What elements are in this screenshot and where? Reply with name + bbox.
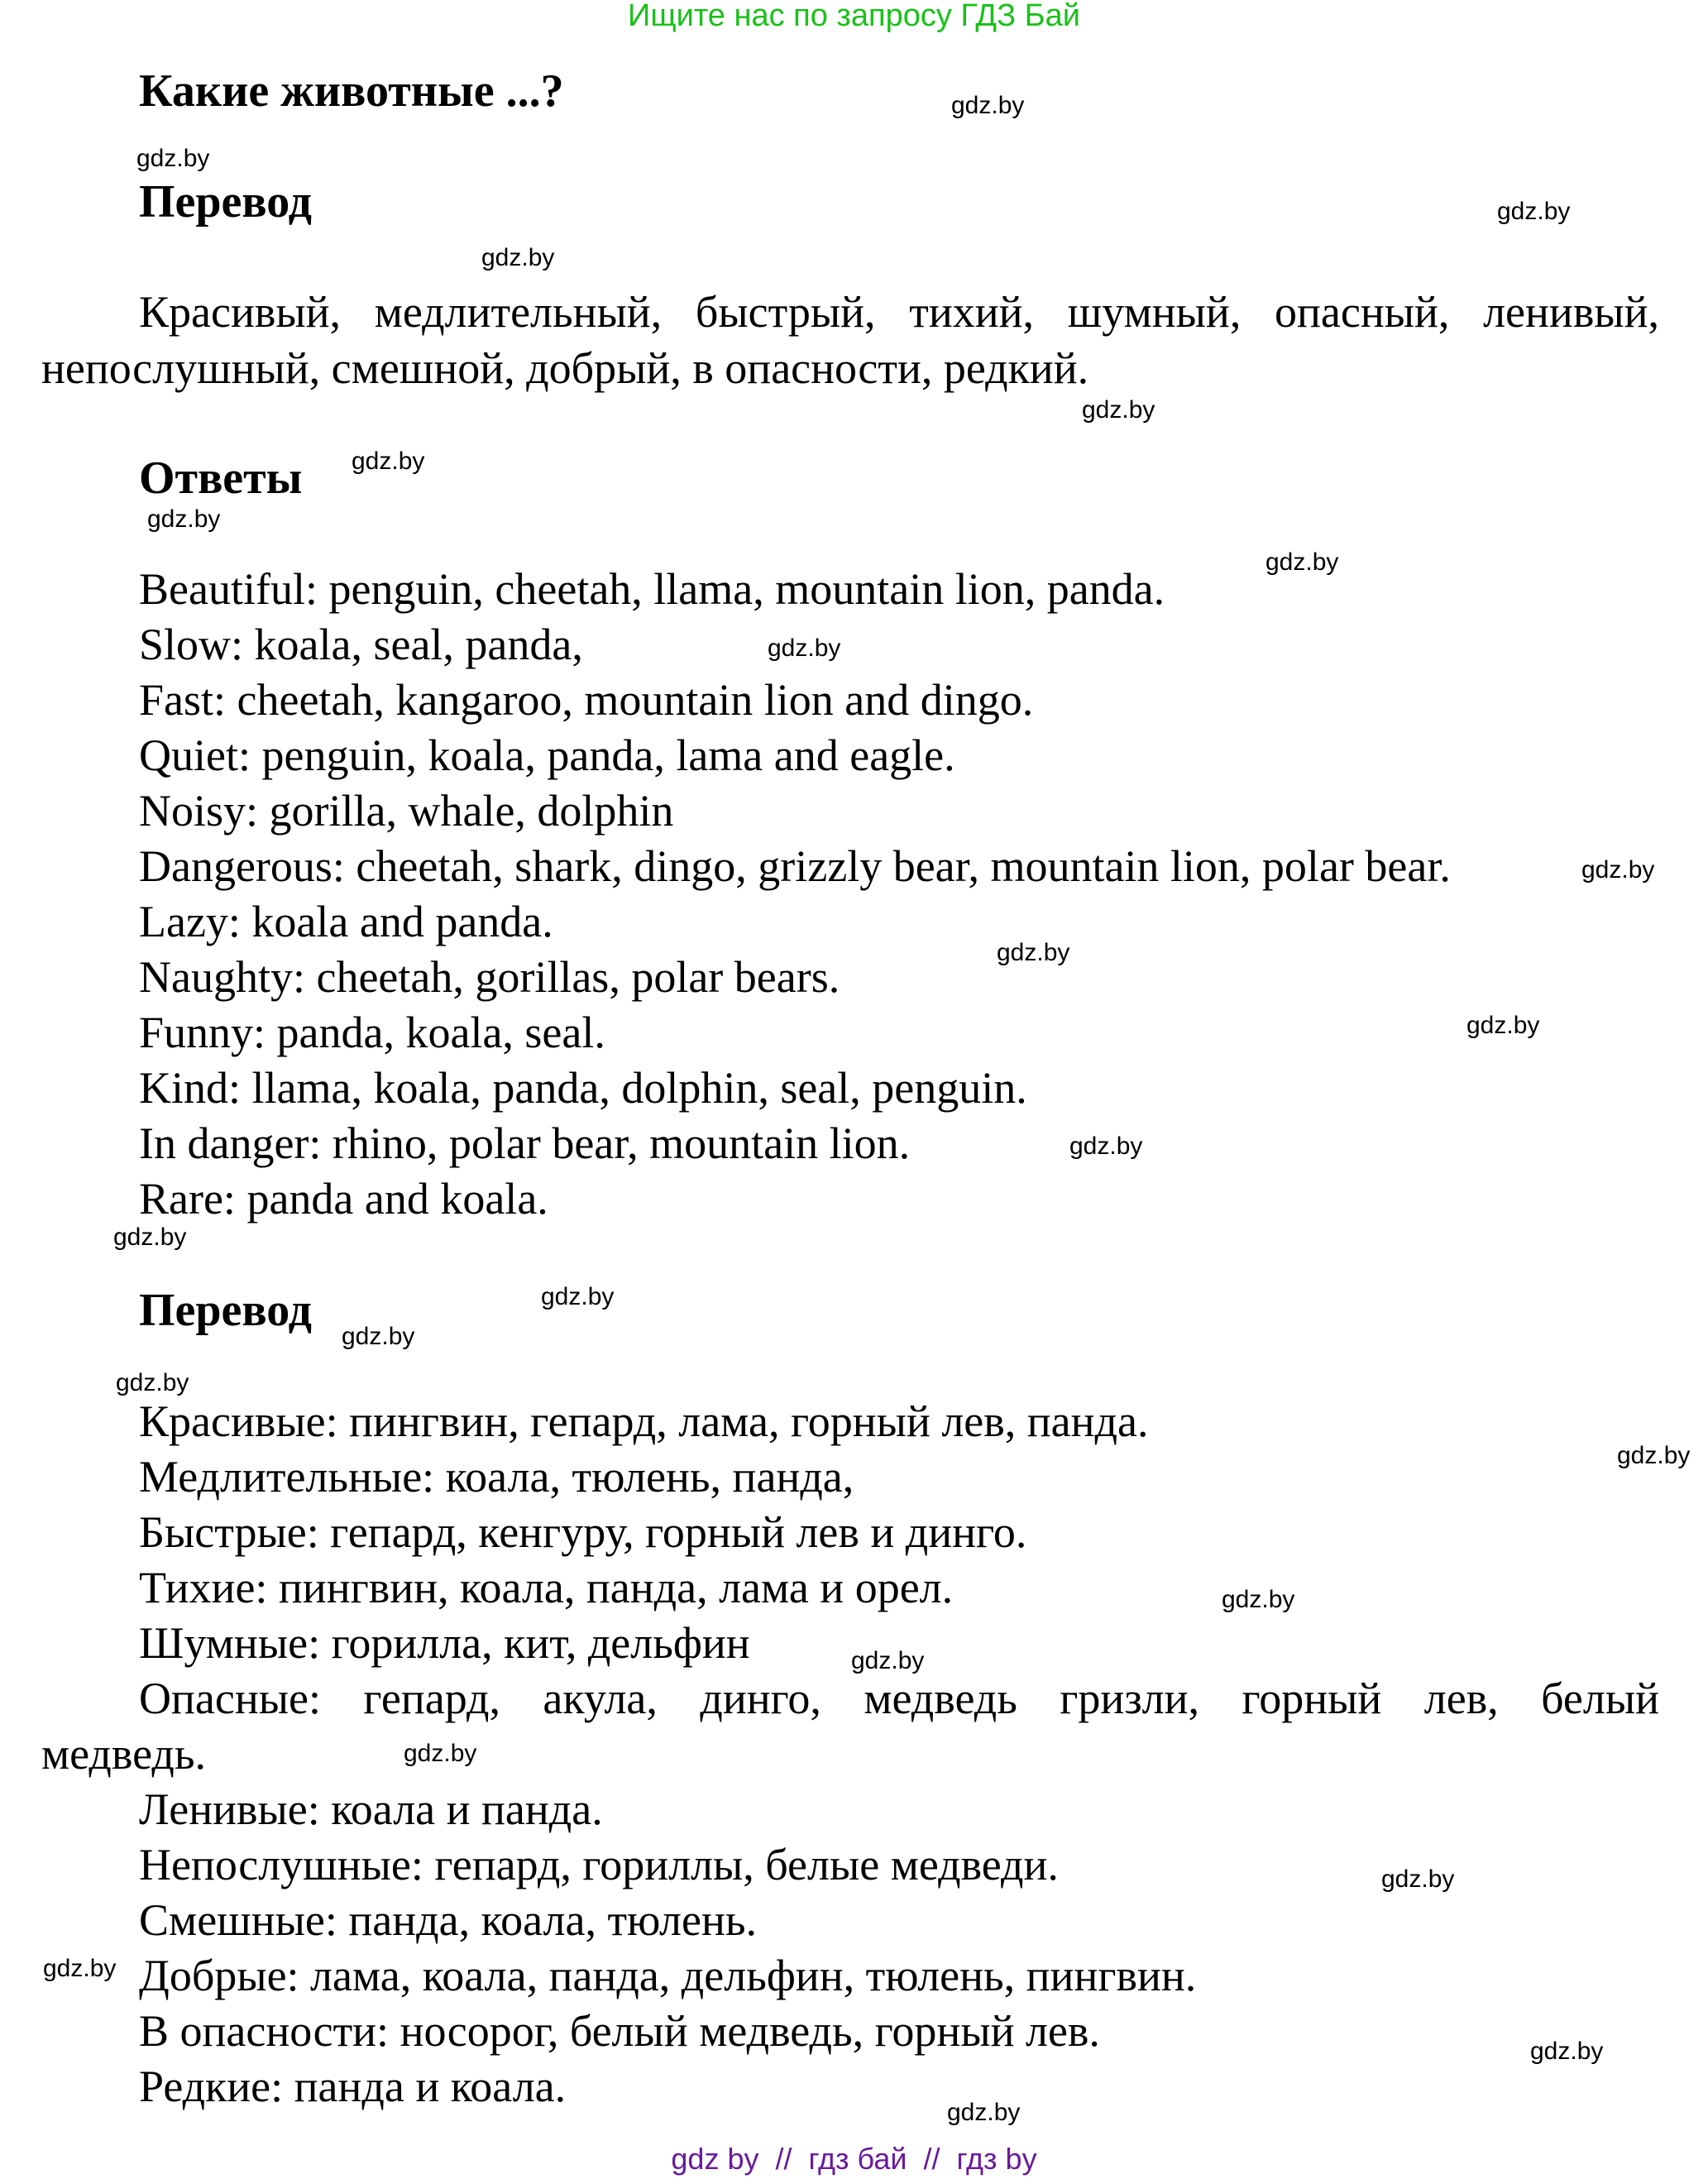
- answer-line: Noisy: gorilla, whale, dolphin: [139, 786, 674, 836]
- watermark: gdz.by: [404, 1740, 477, 1767]
- translation-answer-line: Редкие: панда и коала.: [139, 2062, 567, 2111]
- answer-line: Beautiful: penguin, cheetah, llama, mountain lion, panda.: [139, 564, 1165, 614]
- translation-answer-line: Смешные: панда, коала, тюлень.: [139, 1895, 757, 1945]
- watermark: gdz.by: [352, 448, 425, 475]
- watermark: gdz.by: [147, 505, 221, 533]
- watermark: gdz.by: [1222, 1586, 1295, 1613]
- translation-line-1: Красивый, медлительный, быстрый, тихий, шумный, опасный, ленивый,: [139, 287, 1659, 337]
- answer-line: Kind: llama, koala, panda, dolphin, seal, penguin.: [139, 1063, 1027, 1113]
- bottom-link-separator: //: [923, 2142, 940, 2176]
- answer-line: Quiet: penguin, koala, panda, lama and eagle.: [139, 730, 955, 780]
- answer-line: Rare: panda and koala.: [139, 1174, 548, 1224]
- answer-line: Naughty: cheetah, gorillas, polar bears.: [139, 952, 840, 1002]
- translation-answer-line: В опасности: носорог, белый медведь, горный лев.: [139, 2006, 1100, 2056]
- watermark: gdz.by: [1069, 1133, 1143, 1160]
- watermark: gdz.by: [43, 1955, 117, 1982]
- bottom-link-gdz-by-ru[interactable]: гдз by: [956, 2142, 1037, 2176]
- bottom-links: [0, 2143, 1708, 2176]
- translation-answer-line: Шумные: горилла, кит, дельфин: [139, 1618, 750, 1668]
- bottom-link-gdz-bay[interactable]: гдз бай: [808, 2142, 907, 2176]
- answer-line: Dangerous: cheetah, shark, dingo, grizzly bear, mountain lion, polar bear.: [139, 841, 1451, 891]
- watermark: gdz.by: [116, 1369, 189, 1396]
- translation-answer-line: Тихие: пингвин, коала, панда, лама и орел.: [139, 1563, 954, 1612]
- answer-line: Fast: cheetah, kangaroo, mountain lion and dingo.: [139, 675, 1034, 725]
- watermark: gdz.by: [997, 939, 1070, 966]
- translation-answer-line: Быстрые: гепард, кенгуру, горный лев и динго.: [139, 1507, 1027, 1557]
- translation-answer-line: Опасные: гепард, акула, динго, медведь гризли, горный лев, белый: [139, 1674, 1659, 1723]
- answers-heading: Ответы: [139, 453, 303, 504]
- answer-line: Lazy: koala and panda.: [139, 897, 553, 946]
- watermark: gdz.by: [1530, 2038, 1604, 2065]
- page-title: Какие животные ...?: [139, 65, 564, 117]
- watermark: gdz.by: [951, 92, 1025, 119]
- translation-line-2: непослушный, смешной, добрый, в опасности, редкий.: [41, 343, 1089, 393]
- watermark: gdz.by: [1497, 198, 1571, 225]
- watermark: gdz.by: [1617, 1442, 1691, 1469]
- translation-answer-line: медведь.: [41, 1729, 206, 1779]
- translation-answer-line: Добрые: лама, коала, панда, дельфин, тюлень, пингвин.: [139, 1951, 1197, 2000]
- translation-answer-line: Ленивые: коала и панда.: [139, 1784, 603, 1834]
- bottom-link-gdz-by[interactable]: gdz by: [671, 2142, 759, 2176]
- watermark: gdz.by: [851, 1647, 925, 1674]
- answer-line: In danger: rhino, polar bear, mountain lion.: [139, 1118, 911, 1168]
- answer-line: Funny: panda, koala, seal.: [139, 1008, 605, 1057]
- watermark: gdz.by: [113, 1224, 187, 1251]
- watermark: gdz.by: [136, 145, 210, 172]
- translation-answer-line: Красивые: пингвин, гепард, лама, горный лев, панда.: [139, 1396, 1149, 1446]
- answer-line: Slow: koala, seal, panda,: [139, 620, 583, 669]
- translation-answer-line: Медлительные: коала, тюлень, панда,: [139, 1452, 854, 1501]
- watermark: gdz.by: [541, 1283, 615, 1310]
- watermark: gdz.by: [481, 244, 555, 271]
- watermark: gdz.by: [947, 2099, 1021, 2126]
- watermark: gdz.by: [1466, 1012, 1540, 1039]
- watermark: gdz.by: [1581, 856, 1655, 884]
- watermark: gdz.by: [1381, 1865, 1455, 1893]
- watermark: gdz.by: [1265, 548, 1339, 576]
- watermark: gdz.by: [342, 1323, 415, 1350]
- bottom-link-separator: //: [775, 2142, 792, 2176]
- translation-heading: Перевод: [139, 176, 312, 227]
- watermark: gdz.by: [1082, 396, 1155, 424]
- translation-answer-line: Непослушные: гепард, гориллы, белые медведи.: [139, 1840, 1059, 1889]
- watermark: gdz.by: [768, 635, 841, 662]
- answers-translation-heading: Перевод: [139, 1285, 312, 1336]
- search-banner: Ищите нас по запросу ГДЗ Бай: [628, 0, 1080, 33]
